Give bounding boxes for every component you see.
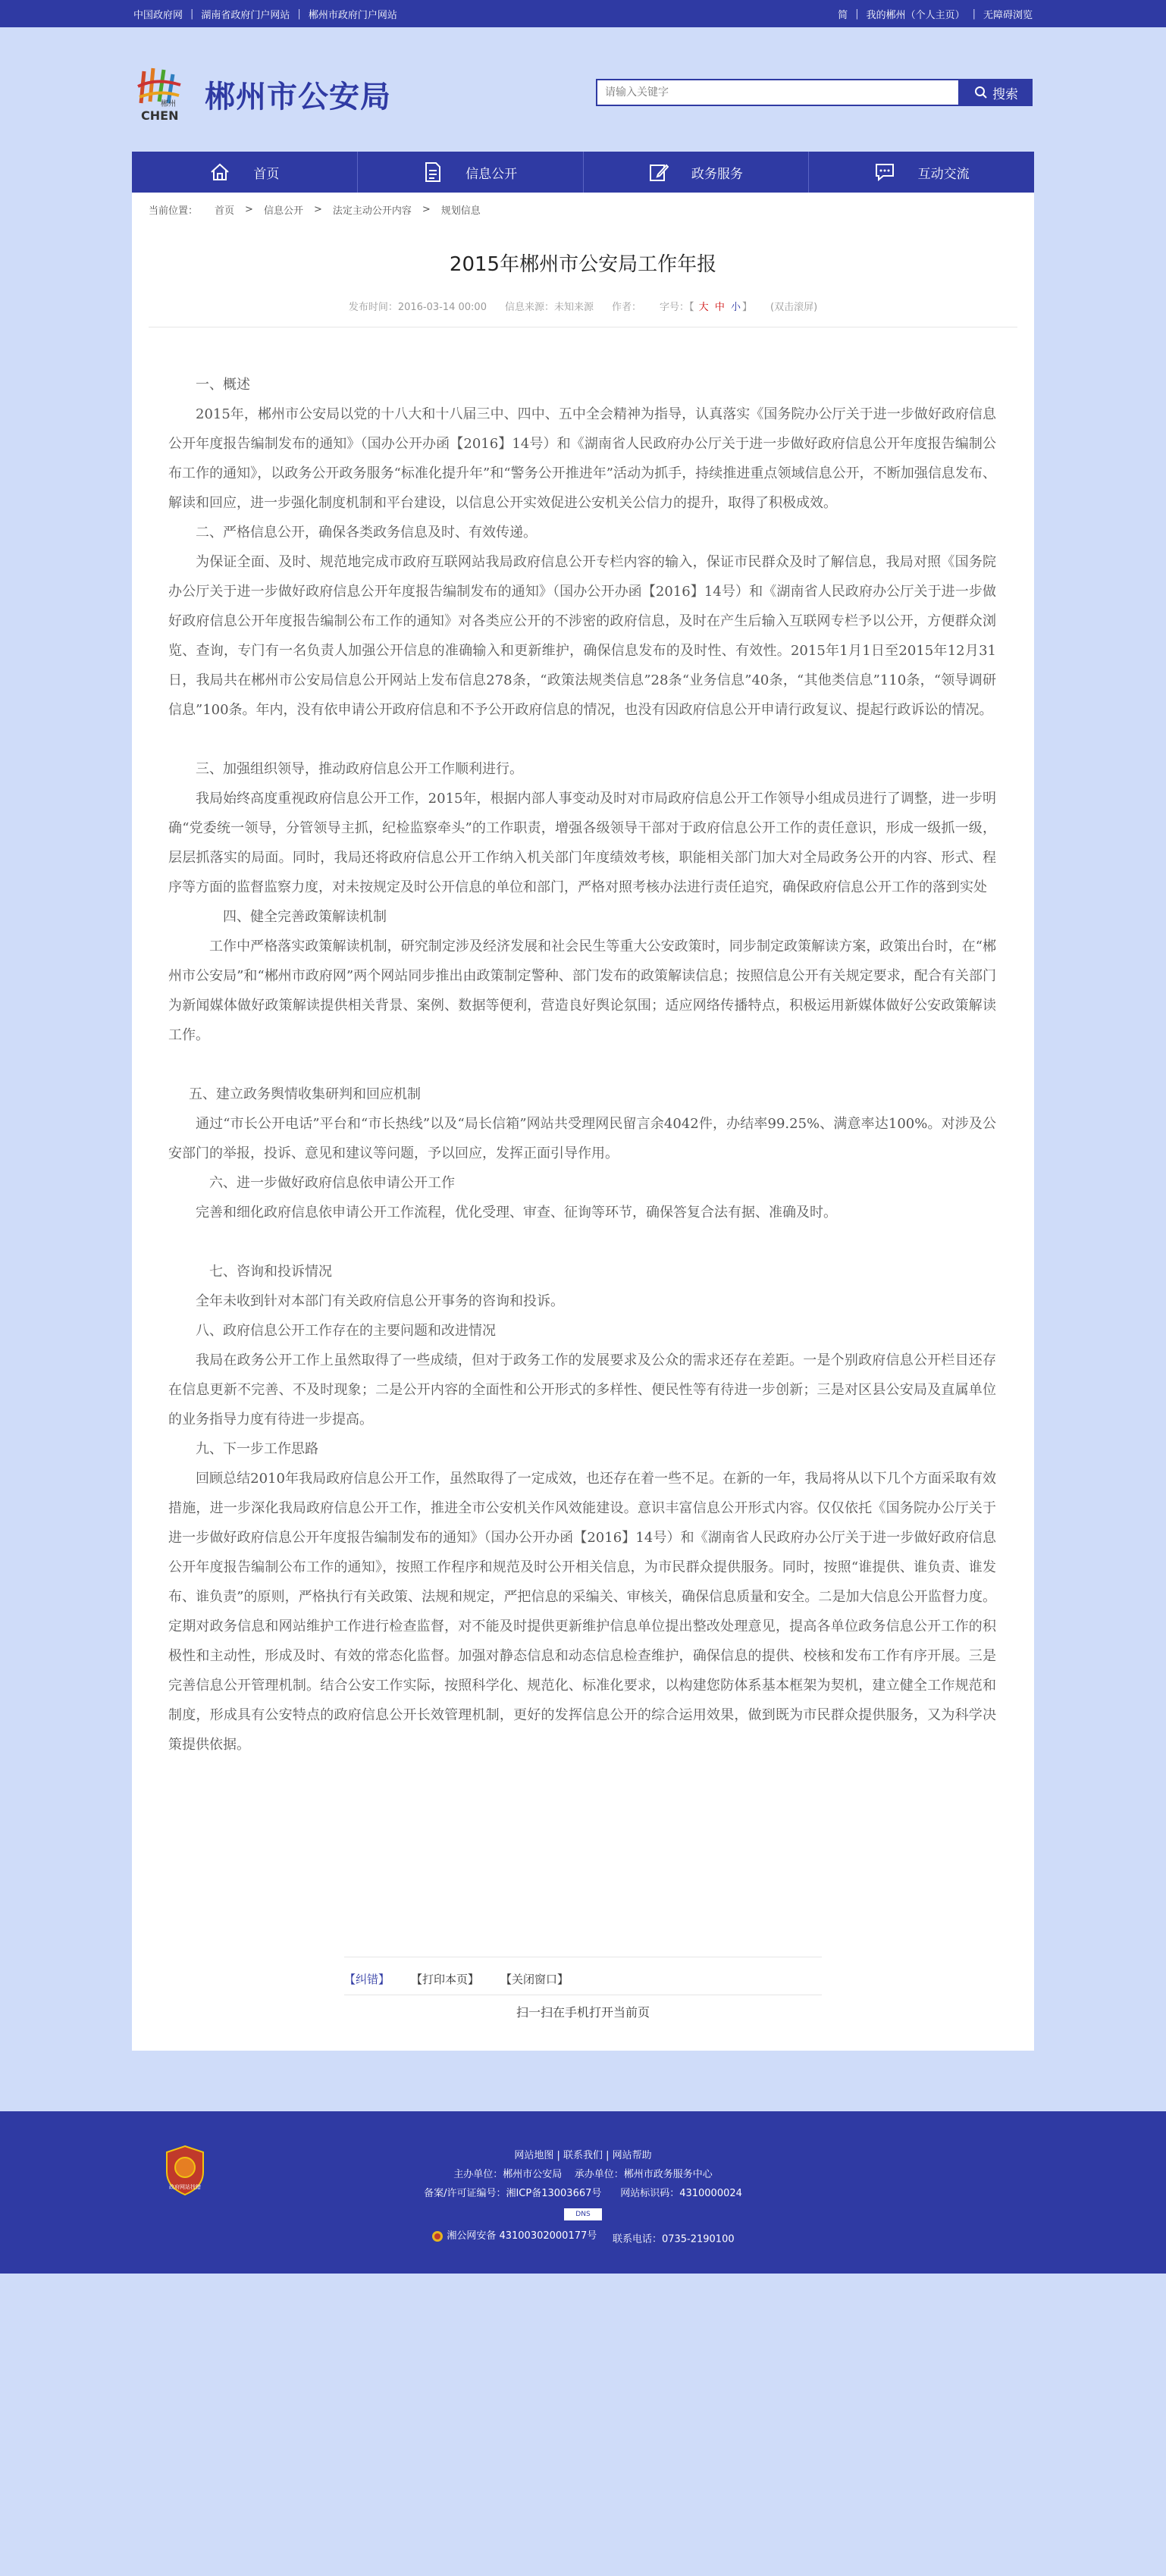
- separator: >: [422, 203, 431, 215]
- search-button[interactable]: [960, 79, 1033, 106]
- link-simplified[interactable]: 简: [838, 9, 848, 21]
- main-nav: [132, 152, 1034, 193]
- gov-error-badge-icon[interactable]: [164, 2145, 206, 2196]
- nav-label: 信息公开: [465, 166, 518, 182]
- police-record[interactable]: [431, 2227, 597, 2245]
- info-source: 信息来源：未知来源: [504, 302, 594, 313]
- article-tools: [344, 1957, 822, 1995]
- footer-undertaker: 承办单位：郴州市政务服务中心: [574, 2169, 713, 2180]
- search-icon: [974, 86, 988, 99]
- publish-time: 发布时间：2016-03-14 00:00: [348, 302, 487, 313]
- breadcrumb-statutory[interactable]: 法定主动公开内容: [332, 205, 412, 217]
- breadcrumb-info[interactable]: 信息公开: [263, 205, 303, 217]
- article-meta: [149, 299, 1017, 327]
- nav-item-gov-service[interactable]: [584, 152, 810, 193]
- logo-chen-text: CHEN: [141, 108, 179, 123]
- print-button[interactable]: 【打印本页】: [411, 1973, 480, 1986]
- nav-label: 互动交流: [917, 166, 970, 182]
- footer-links: 网站地图 | 联系我们 | 网站帮助: [514, 2150, 652, 2161]
- separator: >: [245, 203, 253, 215]
- footer-icp[interactable]: 备案/许可证编号：湘ICP备13003667号: [424, 2188, 602, 2199]
- main-content: [132, 193, 1034, 2051]
- footer-sitemap-link[interactable]: 网站地图: [514, 2150, 554, 2161]
- breadcrumb-home[interactable]: 首页: [215, 205, 235, 217]
- chat-icon: [874, 162, 895, 182]
- site-logo[interactable]: [133, 64, 391, 124]
- separator: >: [313, 203, 322, 215]
- edit-icon: [649, 162, 669, 182]
- section-heading: 九、下一步工作思路: [196, 1441, 318, 1457]
- footer-info: [133, 2111, 1033, 2249]
- font-size-medium[interactable]: 中: [714, 302, 725, 313]
- font-size-small[interactable]: 小: [730, 302, 741, 313]
- article-title: 2015年郴州市公安局工作年报: [449, 253, 717, 276]
- dns-badge-icon[interactable]: DNS: [564, 2208, 602, 2220]
- section-heading: 五、建立政务舆情收集研判和回应机制: [189, 1086, 421, 1102]
- footer-help-link[interactable]: 网站帮助: [612, 2150, 652, 2161]
- search-button-label: 搜索: [992, 86, 1018, 102]
- paragraph: 通过“市长公开电话”平台和“市长热线”以及“局长信箱”网站共受理网民留言余4042件，办结率99.25%、满意率达100%。对涉及公安部门的举报，投诉、意见和建议等问题，予以回应，发挥正面引导作用。: [168, 1116, 996, 1161]
- qr-scan-text[interactable]: 扫一扫在手机打开当前页: [516, 2005, 650, 2020]
- top-links-right: [838, 7, 1033, 21]
- link-hunan-gov[interactable]: 湖南省政府门户网站: [201, 9, 290, 21]
- paragraph: 完善和细化政府信息依申请公开工作流程，优化受理、审查、征询等环节，确保答复合法有据、准确及时。: [196, 1205, 837, 1221]
- paragraph: 2015年，郴州市公安局以党的十八大和十八届三中、四中、五中全会精神为指导，认真落实《国务院办公厅关于进一步做好政府信息公开年度报告编制发布的通知》（国办公开办函【2016】14号）和《湖南省人民政府办公厅关于进一步做好政府信息公开年度报告编制公布工作的通知》，以政务公开政务服务“标准化提升年”和“警务公开推进年”活动为抓手，持续推进重点领域信息公开，不断加强信息发布、解读和回应，进一步强化制度机制和平台建设，以信息公开实效促进公安机关公信力的提升，取得了积极成效。: [168, 406, 996, 511]
- breadcrumb-label: 当前位置：: [149, 205, 199, 217]
- paragraph: 全年未收到针对本部门有关政府信息公开事务的咨询和投诉。: [196, 1293, 564, 1309]
- report-error-button[interactable]: 【纠错】: [344, 1973, 390, 1986]
- nav-item-interaction[interactable]: [809, 152, 1034, 193]
- paragraph: 我局始终高度重视政府信息公开工作，2015年，根据内部人事变动及时对市局政府信息公开工作领导小组成员进行了调整，进一步明确“党委统一领导，分管领导主抓，纪检监察牵头”的工作职责，增强各级领导干部对于政府信息公开工作的责任意识，形成一级抓一级，层层抓落实的局面。同时，我局还将政府信息公开工作纳入机关部门年度绩效考核，职能相关部门加大对全局政务公开的内容、形式、程序等方面的监督监察力度，对未按规定及时公开信息的单位和部门，严格对照考核办法进行责任追究，确保政府信息公开工作的落到实处: [168, 791, 996, 895]
- section-heading: 一、概述: [196, 377, 250, 393]
- close-window-button[interactable]: 【关闭窗口】: [500, 1973, 569, 1986]
- separator: |: [972, 8, 976, 20]
- header: [0, 27, 1166, 152]
- footer-site-code: 网站标识码：4310000024: [620, 2188, 742, 2199]
- footer: [0, 2111, 1166, 2274]
- top-links-left: [133, 7, 397, 21]
- section-heading: 七、咨询和投诉情况: [209, 1264, 332, 1280]
- author: 作者：: [612, 302, 642, 313]
- separator: |: [190, 8, 194, 20]
- footer-phone: 联系电话：0735-2190100: [612, 2233, 735, 2245]
- nav-label: 政务服务: [691, 166, 743, 182]
- font-size-label: 字号：: [660, 302, 690, 313]
- search-box: [596, 79, 1033, 106]
- home-icon: [209, 162, 230, 182]
- nav-item-home[interactable]: [132, 152, 358, 193]
- footer-contact-link[interactable]: 联系我们: [563, 2150, 603, 2161]
- section-heading: 四、健全完善政策解读机制: [223, 909, 387, 925]
- nav-label: 首页: [253, 166, 280, 182]
- section-heading: 三、加强组织领导，推动政府信息公开工作顺利进行。: [196, 761, 523, 777]
- site-title: 郴州市公安局: [205, 79, 391, 114]
- article-body: [132, 327, 1034, 1760]
- logo-mark-icon: [133, 64, 194, 124]
- nav-item-info-disclosure[interactable]: [358, 152, 584, 193]
- link-my-chenzhou[interactable]: 我的郴州（个人主页）: [866, 9, 965, 21]
- section-heading: 六、进一步做好政府信息依申请公开工作: [209, 1175, 455, 1191]
- paragraph: 回顾总结2010年我局政府信息公开工作，虽然取得了一定成效，也还存在着一些不足。在新的一年，我局将从以下几个方面采取有效措施，进一步深化我局政府信息公开工作，推进全市公安机关作风效能建设。意识丰富信息公开形式内容。仅仅依托《国务院办公厅关于进一步做好政府信息公开年度报告编制发布的通知》（国办公开办函【2016】14号）和《湖南省人民政府办公厅关于进一步做好政府信息公开年度报告编制公布工作的通知》，按照工作程序和规范及时公开相关信息，为市民群众提供服务。同时，按照“谁提供、谁负责、谁发布、谁负责”的原则，严格执行有关政策、法规和规定，严把信息的采编关、审核关，确保信息质量和安全。二是加大信息公开监督力度。定期对政务信息和网站维护工作进行检查监督，对不能及时提供更新维护信息单位提出整改处理意见，提高各单位政务信息公开工作的积极性和主动性，形成及时、有效的常态化监督。加强对静态信息和动态信息检查维护，确保信息的提供、校核和发布工作有序开展。三是完善信息公开管理机制。结合公安工作实际，按照科学化、规范化、标准化要求，以构建您防体系基本框架为契机，建立健全工作规范和制度，形成具有公安特点的政府信息公开长效管理机制，更好的发挥信息公开的综合运用效果，做到既为市民群众提供服务，又为科学决策提供依据。: [168, 1471, 996, 1753]
- section-heading: 八、政府信息公开工作存在的主要问题和改进情况: [196, 1323, 496, 1339]
- svg-text:郴州: 郴州: [161, 100, 176, 108]
- font-size-big[interactable]: 大: [698, 302, 709, 313]
- font-size-switcher: 字号：【 大 中 小 】: [660, 302, 753, 313]
- paragraph: 我局在政务公开工作上虽然取得了一些成绩，但对于政务工作的发展要求及公众的需求还存在差距。一是个别政府信息公开栏目还存在信息更新不完善、不及时现象；二是公开内容的全面性和公开形式的多样性、便民性等有待进一步创新；三是对区县公安局及直属单位的业务指导力度有待进一步提高。: [168, 1352, 996, 1427]
- separator: |: [855, 8, 859, 20]
- link-accessibility[interactable]: 无障碍浏览: [983, 9, 1033, 21]
- link-gov-cn[interactable]: 中国政府网: [133, 9, 183, 21]
- search-input[interactable]: [596, 79, 960, 106]
- link-chenzhou-gov[interactable]: 郴州市政府门户网站: [308, 9, 397, 21]
- paragraph: 工作中严格落实政策解读机制，研究制定涉及经济发展和社会民生等重大公安政策时，同步制定政策解读方案，政策出台时，在“郴州市公安局”和“郴州市政府网”两个网站同步推出由政策制定警种、部门发布的政策解读信息；按照信息公开有关规定要求，配合有关部门为新闻媒体做好政策解读提供相关背景、案例、数据等便利，营造良好舆论氛围；适应网络传播特点，积极运用新媒体做好公安政策解读工作。: [168, 939, 996, 1043]
- double-click-scroll[interactable]: (双击滚屏): [770, 302, 818, 313]
- footer-sponsor: 主办单位：郴州市公安局: [453, 2169, 563, 2180]
- separator: |: [297, 8, 301, 20]
- section-heading: 二、严格信息公开，确保各类政务信息及时、有效传递。: [196, 525, 537, 541]
- paragraph: 为保证全面、及时、规范地完成市政府互联网站我局政府信息公开专栏内容的输入，保证市民群众及时了解信息，我局对照《国务院办公厅关于进一步做好政府信息公开年度报告编制发布的通知》（国办公开办函【2016】14号）和《湖南省人民政府办公厅关于进一步做好政府信息公开年度报告编制公布工作的通知》对各类应公开的不涉密的政府信息，及时在产生后输入互联网专栏予以公开，方便群众浏览、查询，专门有一名负责人加强公开信息的准确输入和更新维护，确保信息发布的及时性、有效性。2015年1月1日至2015年12月31日，我局共在郴州市公安局信息公开网站上发布信息278条，“政策法规类信息”28条“业务信息”40条，“其他类信息”110条，“领导调研信息”100条。年内，没有依申请公开政府信息和不予公开政府信息的情况，也没有因政府信息公开申请行政复议、提起行政诉讼的情况。: [168, 554, 996, 718]
- police-record-text: 湘公网安备 43100302000177号: [447, 2230, 597, 2242]
- police-emblem-icon: [431, 2230, 444, 2242]
- document-icon: [423, 161, 443, 183]
- breadcrumb: [132, 193, 1034, 226]
- breadcrumb-planning[interactable]: 规划信息: [440, 205, 481, 217]
- top-bar: [0, 0, 1166, 27]
- gov-badge-text: 政府网站找错: [169, 2184, 201, 2190]
